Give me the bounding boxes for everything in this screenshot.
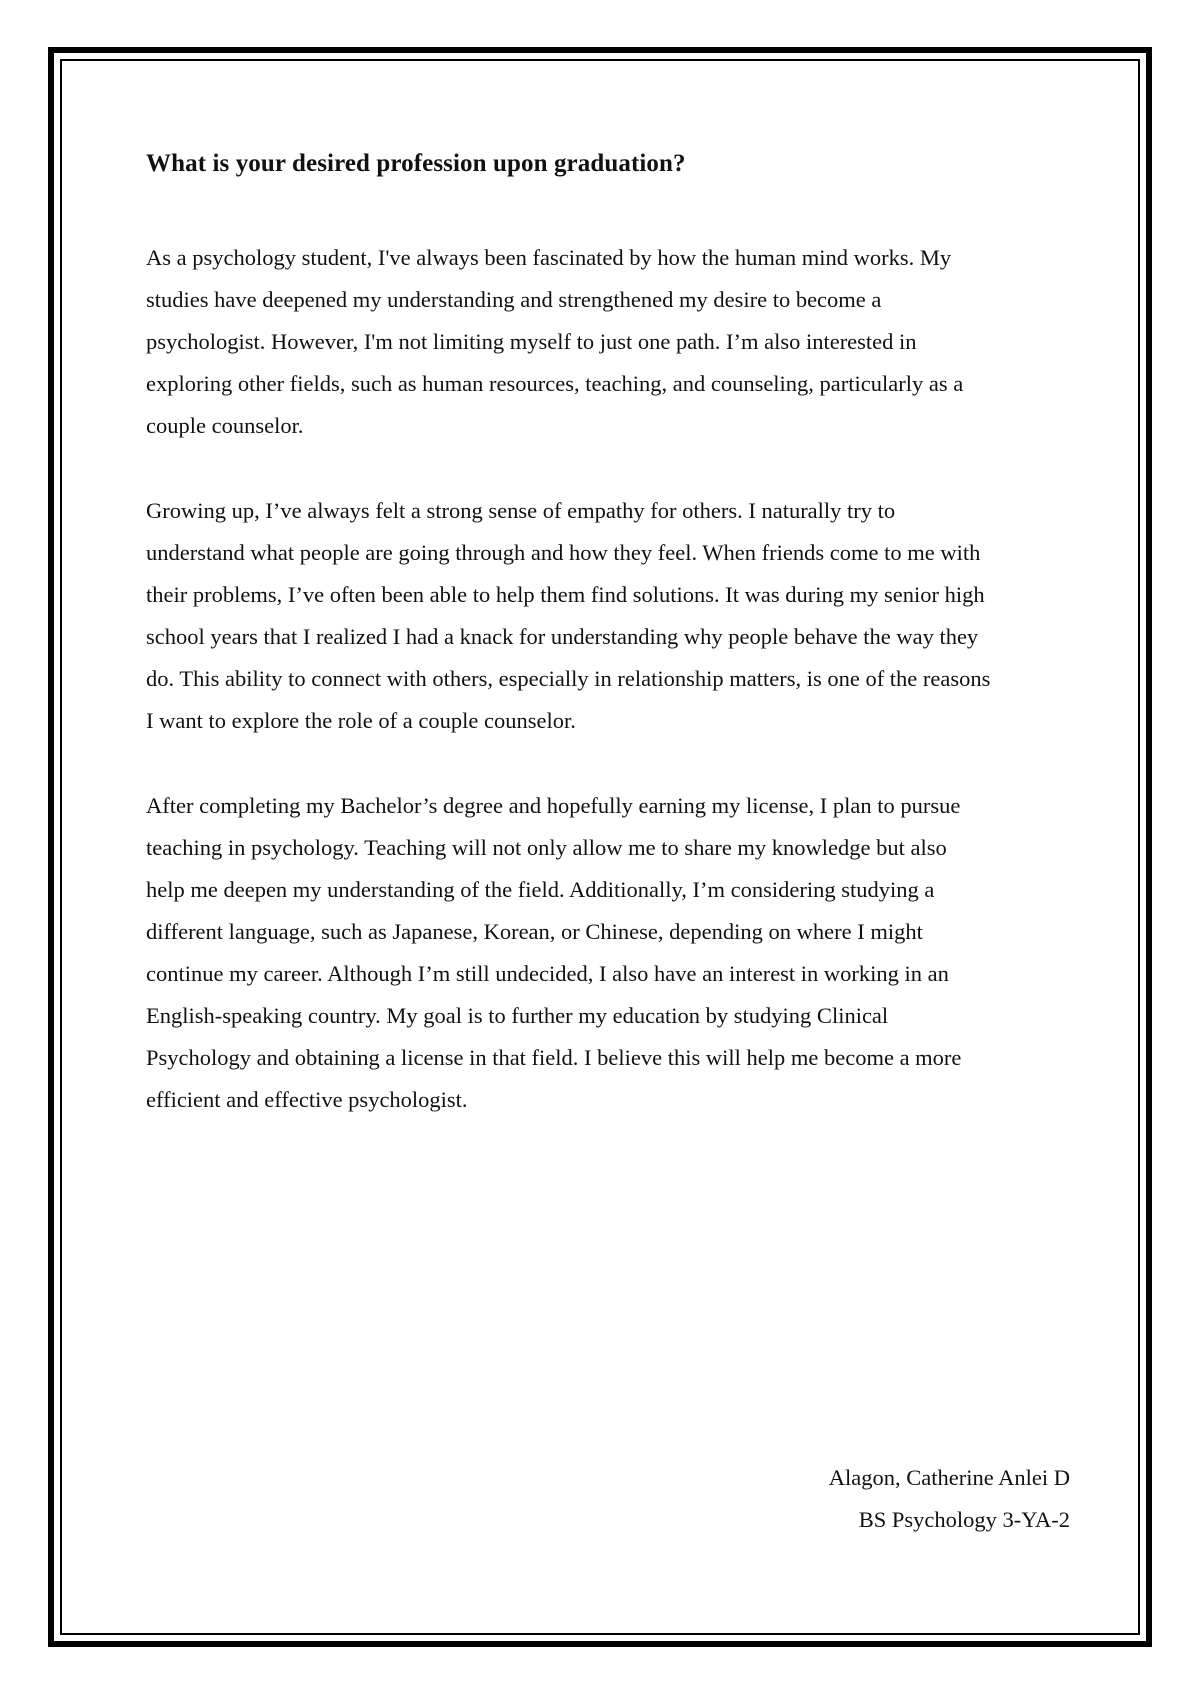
author-program: BS Psychology 3-YA-2	[858, 1507, 1070, 1532]
paragraph-3: After completing my Bachelor’s degree and hopefully earning my license, I plan to pursue teaching in psychology. Teaching will not only allow me to share my knowledge but also help me deepen my understanding of the field. Additionally, I’m considering studying a different language, such as Japanese, Korean, or Chinese, depending on where I might continue my career. Although I’m still undecided, I also have an interest in working in an English-speaking country. My goal is to further my education by studying Clinical Psychology and obtaining a license in that field. I believe this will help me become a more efficient and effective psychologist.	[146, 793, 962, 1112]
paragraph-2: Growing up, I’ve always felt a strong sense of empathy for others. I naturally try to understand what people are going through and how they feel. When friends come to me with their problems, I’ve often been able to help them find solutions. It was during my senior high school years that I realized I had a knack for understanding why people behave the way they do. This ability to connect with others, especially in relationship matters, is one of the reasons I want to explore the role of a couple counselor.	[146, 498, 991, 733]
document-heading: What is your desired profession upon graduation?	[146, 150, 686, 177]
paragraph-1: As a psychology student, I've always been fascinated by how the human mind works. My studies have deepened my understanding and strengthened my desire to become a psychologist. However, I'm not limiting myself to just one path. I’m also interested in exploring other fields, such as human resources, teaching, and counseling, particularly as a couple counselor.	[146, 245, 964, 438]
author-name: Alagon, Catherine Anlei D	[828, 1465, 1070, 1490]
essay-text	[146, 237, 1066, 1121]
document-body	[146, 146, 1066, 1164]
signature-block	[829, 1457, 1070, 1541]
